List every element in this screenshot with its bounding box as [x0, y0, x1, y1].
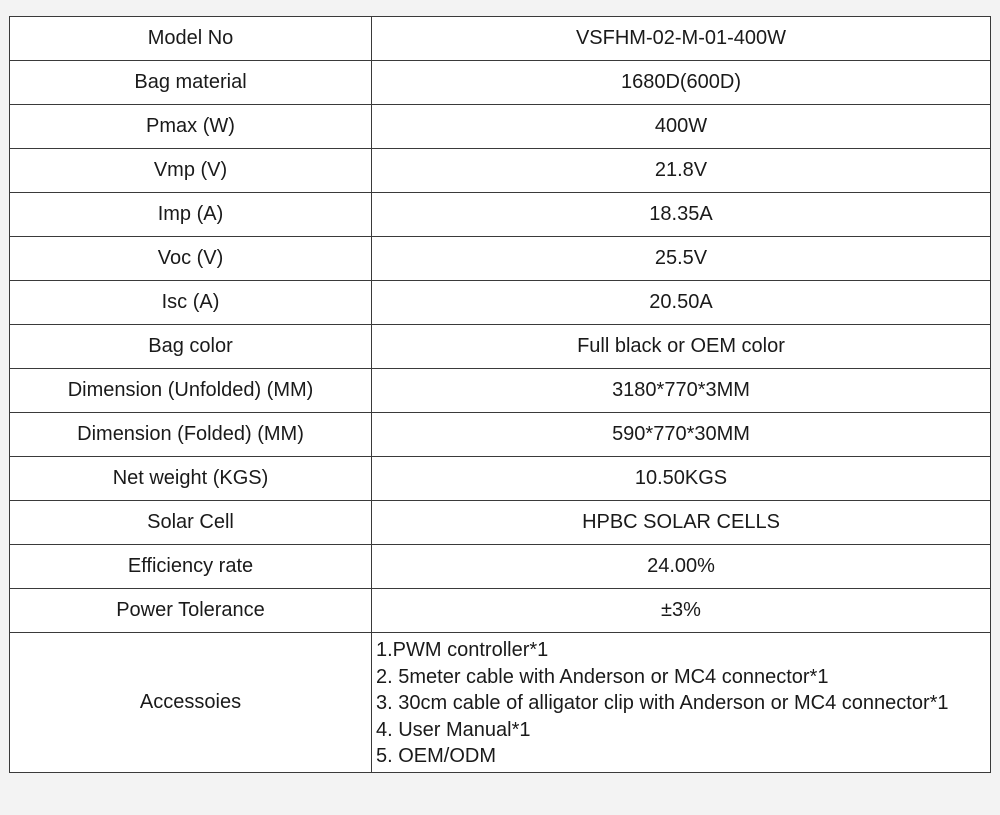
spec-row-efficiency-rate	[10, 545, 991, 589]
spec-label: Bag material	[10, 61, 372, 105]
accessory-item: 2. 5meter cable with Anderson or MC4 connector*1	[376, 665, 829, 688]
spec-value: 10.50KGS	[372, 457, 991, 501]
spec-label: Pmax (W)	[10, 105, 372, 149]
spec-row-bag-color	[10, 325, 991, 369]
spec-table	[9, 16, 991, 773]
spec-row-isc	[10, 281, 991, 325]
spec-label: Power Tolerance	[10, 589, 372, 633]
spec-value: 3180*770*3MM	[372, 369, 991, 413]
spec-label: Model No	[10, 17, 372, 61]
accessory-item: 5. OEM/ODM	[376, 745, 497, 768]
spec-label: Solar Cell	[10, 501, 372, 545]
spec-label: Accessoies	[10, 633, 372, 773]
spec-value: VSFHM-02-M-01-400W	[372, 17, 991, 61]
spec-value: 590*770*30MM	[372, 413, 991, 457]
spec-value: 18.35A	[372, 193, 991, 237]
spec-row-imp	[10, 193, 991, 237]
accessories-list	[372, 633, 991, 773]
spec-row-net-weight	[10, 457, 991, 501]
spec-value: 1680D(600D)	[372, 61, 991, 105]
spec-label: Voc (V)	[10, 237, 372, 281]
spec-row-dimension-unfolded	[10, 369, 991, 413]
spec-value: 25.5V	[372, 237, 991, 281]
spec-label: Bag color	[10, 325, 372, 369]
spec-row-model-no	[10, 17, 991, 61]
spec-value: 24.00%	[372, 545, 991, 589]
accessory-item: 1.PWM controller*1	[376, 639, 549, 662]
spec-label: Dimension (Unfolded) (MM)	[10, 369, 372, 413]
spec-value: 400W	[372, 105, 991, 149]
spec-value: HPBC SOLAR CELLS	[372, 501, 991, 545]
spec-row-accessories	[10, 633, 991, 773]
spec-row-power-tolerance	[10, 589, 991, 633]
spec-row-solar-cell	[10, 501, 991, 545]
spec-row-pmax	[10, 105, 991, 149]
spec-row-dimension-folded	[10, 413, 991, 457]
spec-row-vmp	[10, 149, 991, 193]
spec-label: Imp (A)	[10, 193, 372, 237]
spec-value: 21.8V	[372, 149, 991, 193]
spec-label: Vmp (V)	[10, 149, 372, 193]
spec-label: Isc (A)	[10, 281, 372, 325]
spec-label: Efficiency rate	[10, 545, 372, 589]
accessory-item: 4. User Manual*1	[376, 718, 531, 741]
spec-row-bag-material	[10, 61, 991, 105]
spec-value: 20.50A	[372, 281, 991, 325]
spec-label: Dimension (Folded) (MM)	[10, 413, 372, 457]
spec-row-voc	[10, 237, 991, 281]
spec-value: ±3%	[372, 589, 991, 633]
spec-value: Full black or OEM color	[372, 325, 991, 369]
accessory-item: 3. 30cm cable of alligator clip with Anderson or MC4 connector*1	[376, 692, 949, 715]
spec-label: Net weight (KGS)	[10, 457, 372, 501]
